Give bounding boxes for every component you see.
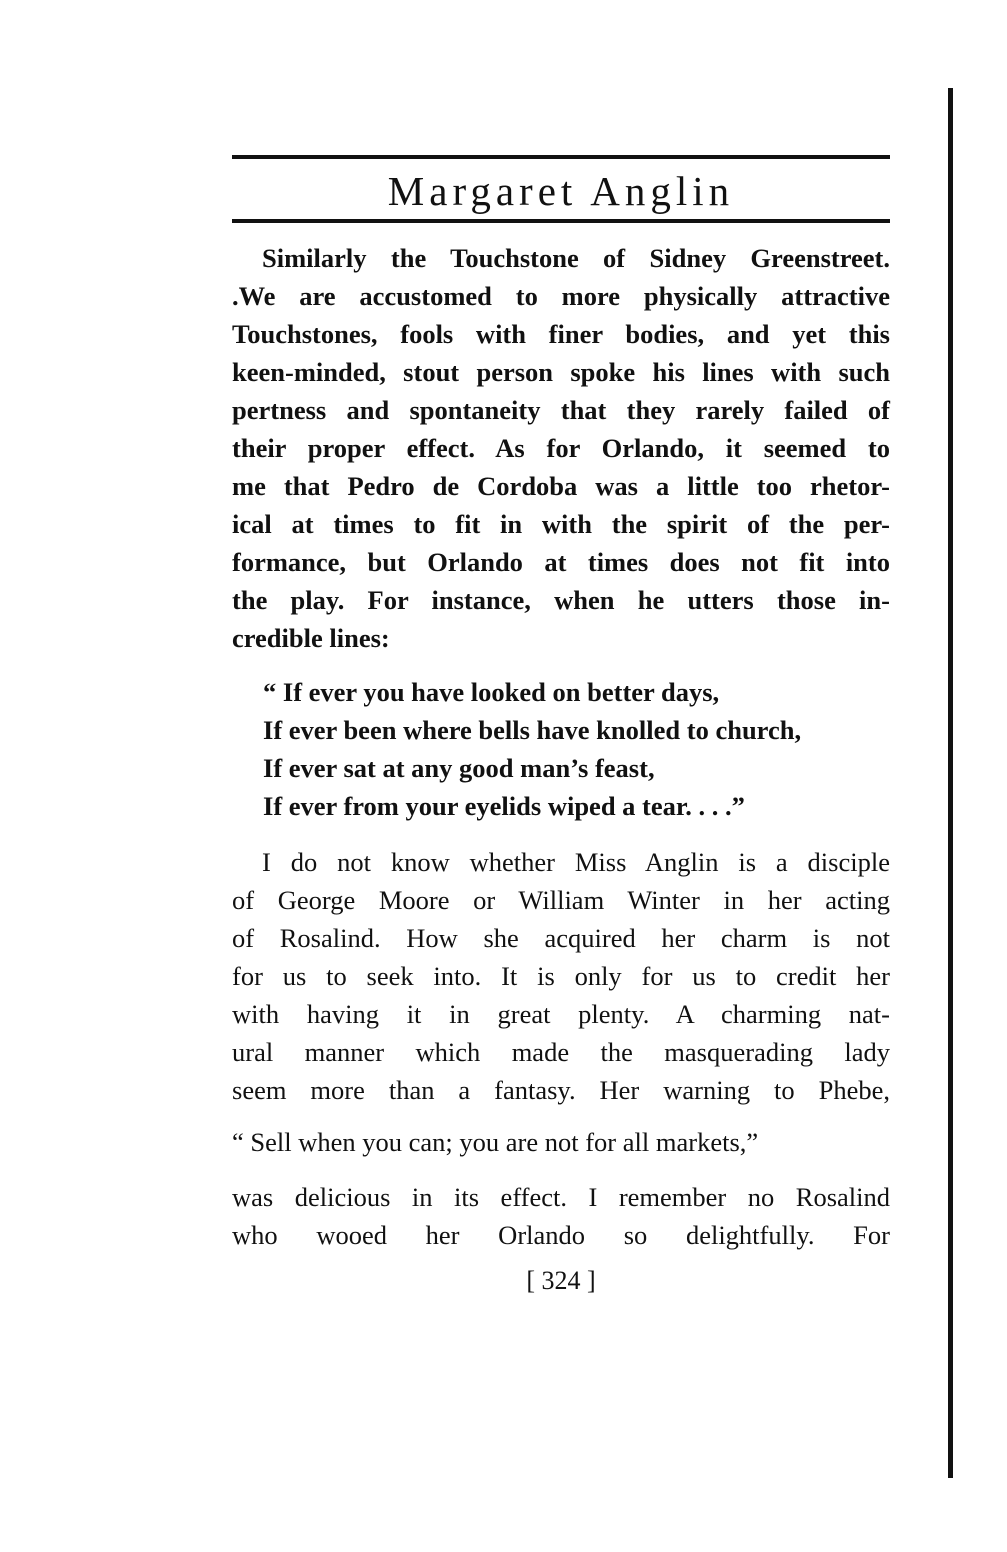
text-line: with having it in great plenty. A charming nat- — [232, 999, 890, 1029]
text-line: ural manner which made the masquerading lady — [232, 1037, 890, 1067]
verse-quotation — [263, 673, 801, 825]
text-line: was delicious in its effect. I remember no Rosalind — [232, 1182, 890, 1212]
text-line: formance, but Orlando at times does not fit into — [232, 547, 890, 577]
verse-line: If ever been where bells have knolled to church, — [263, 715, 802, 745]
page-number: [ 324 ] — [526, 1266, 596, 1295]
text-line: me that Pedro de Cordoba was a little too rhetor- — [232, 471, 890, 501]
verse-line: If ever from your eyelids wiped a tear. . . .” — [263, 791, 745, 821]
header-rule-bottom — [232, 219, 890, 223]
text-line: Touchstones, fools with finer bodies, and yet this — [232, 319, 890, 349]
text-line: Similarly the Touchstone of Sidney Greenstreet. — [262, 243, 890, 273]
header-rule-top — [232, 155, 890, 159]
verse-line: “ If ever you have looked on better days, — [263, 677, 720, 707]
text-line: credible lines: — [232, 623, 390, 653]
running-head: Margaret Anglin — [387, 168, 735, 214]
text-line: the play. For instance, when he utters those in- — [232, 585, 890, 615]
paragraph-touchstone — [232, 239, 890, 657]
verse-line: If ever sat at any good man’s feast, — [263, 753, 655, 783]
page-edge-shadow — [948, 88, 953, 1478]
text-line: keen-minded, stout person spoke his lines with such — [232, 357, 890, 387]
paragraph-delicious — [232, 1178, 890, 1254]
text-line: pertness and spontaneity that they rarely failed of — [232, 395, 890, 425]
paragraph-rosalind — [232, 843, 890, 1109]
text-line: who wooed her Orlando so delightfully. For — [232, 1220, 890, 1250]
text-line: .We are accustomed to more physically attractive — [232, 281, 890, 311]
text-line: their proper effect. As for Orlando, it seemed to — [232, 433, 890, 463]
text-line: seem more than a fantasy. Her warning to Phebe, — [232, 1075, 890, 1105]
text-line: of George Moore or William Winter in her acting — [232, 885, 890, 915]
quoted-line: “ Sell when you can; you are not for all markets,” — [232, 1127, 759, 1157]
text-line: ical at times to fit in with the spirit of the per- — [232, 509, 890, 539]
text-line: I do not know whether Miss Anglin is a disciple — [262, 847, 890, 877]
text-line: for us to seek into. It is only for us to credit her — [232, 961, 890, 991]
text-line: of Rosalind. How she acquired her charm is not — [232, 923, 890, 953]
